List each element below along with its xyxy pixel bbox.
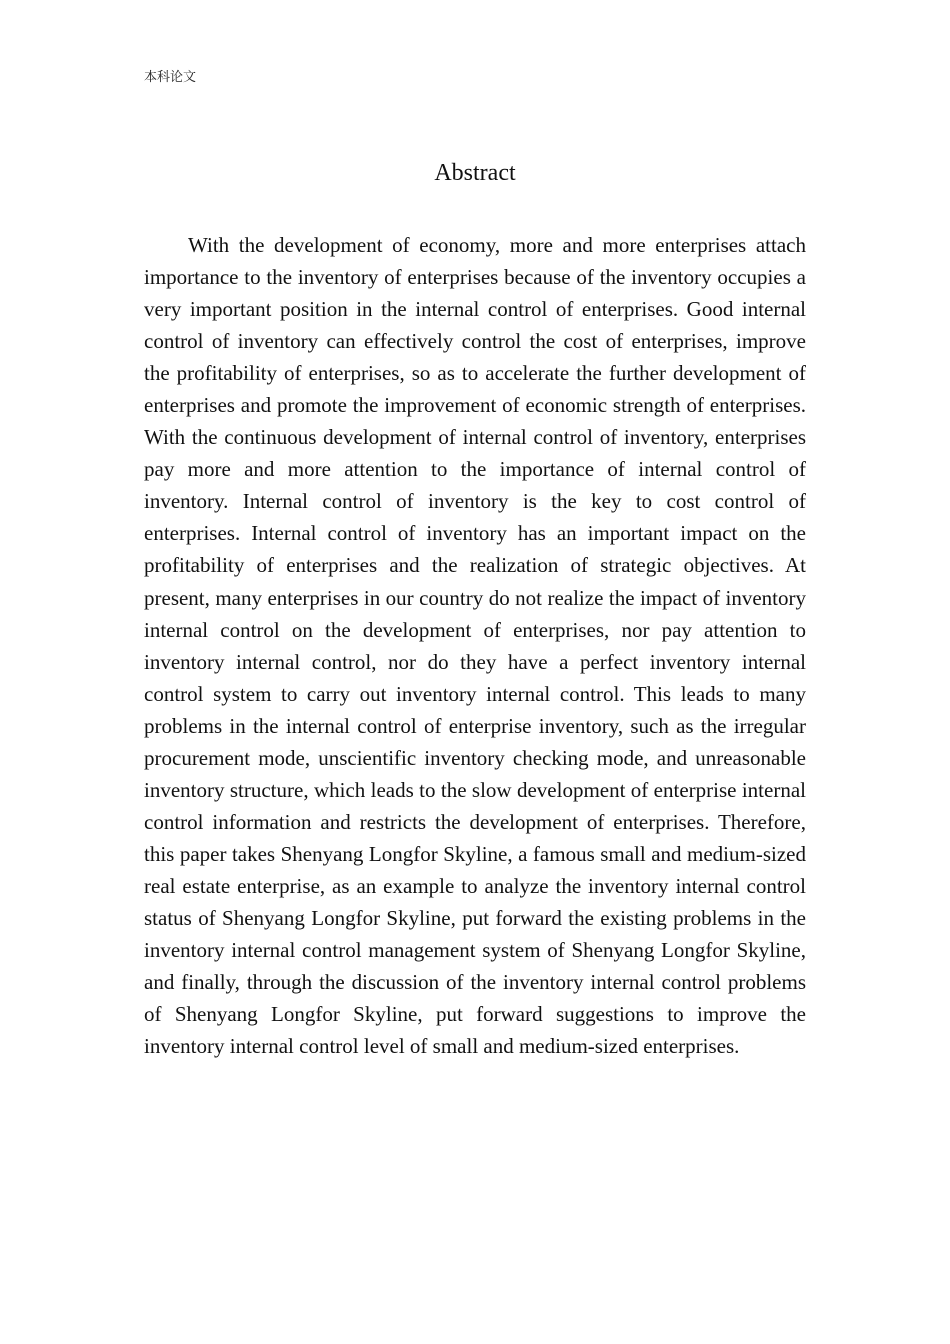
abstract-title: Abstract [434, 160, 516, 186]
running-header: 本科论文 [144, 70, 197, 85]
abstract-body: With the development of economy, more and more enterprises attach importance to the inventory of enterprises because of the inventory occupies a very important position in the internal control of enterprises. Good internal control of inventory can effectively control the cost of enterprises, improve the profitability of enterprises, so as to accelerate the further development of enterprises and promote the improvement of economic strength of enterprises. With the continuous development of internal control of inventory, enterprises pay more and more attention to the importance of internal control of inventory. Internal control of inventory is the key to cost control of enterprises. Internal control of inventory has an important impact on the profitability of enterprises and the realization of strategic objectives. At present, many enterprises in our country do not realize the impact of inventory internal control on the development of enterprises, nor pay attention to inventory internal control, nor do they have a perfect inventory internal control system to carry out inventory internal control. This leads to many problems in the internal control of enterprise inventory, such as the irregular procurement mode, unscientific inventory checking mode, and unreasonable inventory structure, which leads to the slow development of enterprise internal control information and restricts the development of enterprises. Therefore, this paper takes Shenyang Longfor Skyline, a famous small and medium-sized real estate enterprise, as an example to analyze the inventory internal control status of Shenyang Longfor Skyline, put forward the existing problems in the inventory internal control management system of Shenyang Longfor Skyline, and finally, through the discussion of the inventory internal control problems of Shenyang Longfor Skyline, put forward suggestions to improve the inventory internal control level of small and medium-sized enterprises. [144, 233, 806, 1059]
